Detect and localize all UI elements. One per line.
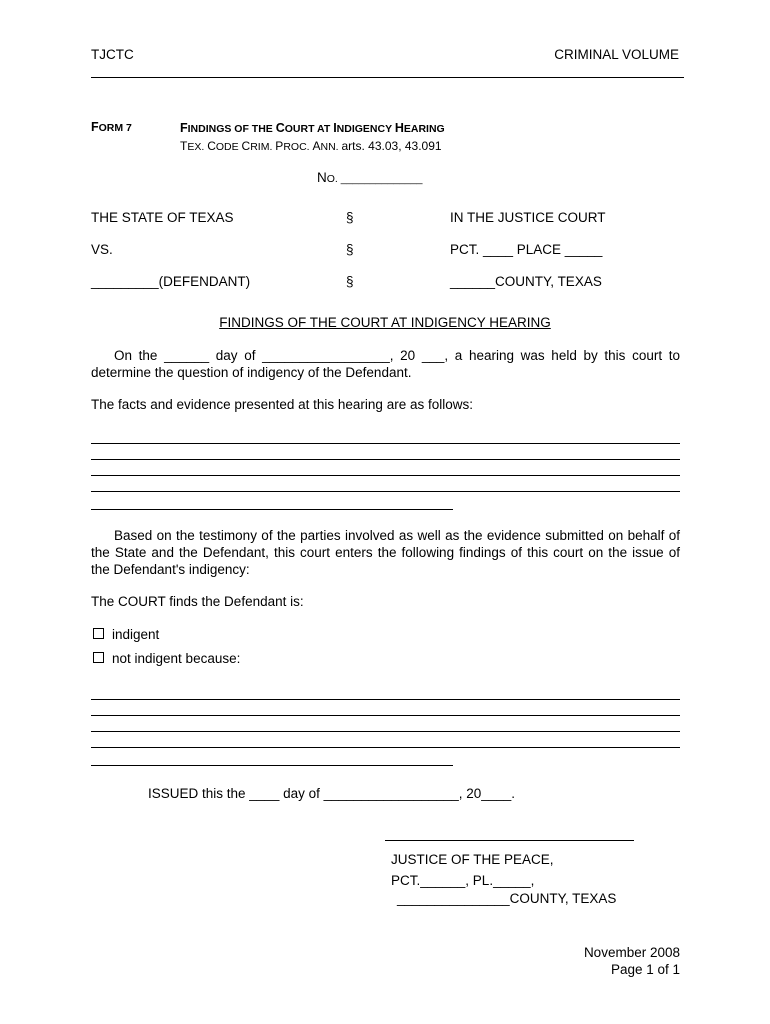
form-title: FINDINGS OF THE COURT AT INDIGENCY HEARING	[180, 121, 445, 135]
reason-line	[91, 699, 680, 700]
option-not-indigent-label: not indigent because:	[112, 651, 241, 666]
checkbox-indigent[interactable]	[93, 628, 104, 639]
facts-line	[91, 491, 680, 492]
option-indigent[interactable]	[93, 627, 159, 642]
checkbox-not-indigent[interactable]	[93, 652, 104, 663]
caption-precinct: PCT. ____ PLACE _____	[450, 242, 603, 257]
facts-line	[91, 443, 680, 444]
reason-line	[91, 765, 453, 766]
caption-court: IN THE JUSTICE COURT	[450, 210, 606, 225]
caption-defendant: _________(DEFENDANT)	[91, 274, 251, 289]
signature-county: _______________COUNTY, TEXAS	[397, 891, 617, 906]
signature-line	[385, 840, 634, 841]
section-symbol: §	[346, 242, 354, 257]
option-not-indigent[interactable]	[93, 651, 240, 666]
caption-county: ______COUNTY, TEXAS	[450, 274, 602, 289]
case-number: NO. ______________	[317, 170, 423, 185]
form-citation: TEX. CODE CRIM. PROC. ANN. arts. 43.03, 43.091	[180, 139, 442, 153]
reason-line	[91, 747, 680, 748]
option-indigent-label: indigent	[112, 627, 160, 642]
issued-line: ISSUED this the ____ day of __________________, 20____.	[148, 786, 516, 801]
signature-precinct: PCT.______, PL._____,	[391, 873, 535, 888]
reason-line	[91, 715, 680, 716]
footer-page: Page 1 of 1	[610, 962, 680, 977]
hearing-paragraph: On the ______ day of _________________, 20 ___, a hearing was held by this court to determine the question of indigency of the Defendant.	[91, 348, 680, 380]
header-left: TJCTC	[91, 47, 134, 62]
header-right: CRIMINAL VOLUME	[554, 47, 679, 62]
header-rule	[91, 77, 684, 78]
facts-line	[91, 459, 680, 460]
signature-title: JUSTICE OF THE PEACE,	[391, 852, 554, 867]
section-symbol: §	[346, 210, 354, 225]
caption-vs: VS.	[91, 242, 113, 257]
document-heading: FINDINGS OF THE COURT AT INDIGENCY HEARING	[219, 315, 551, 330]
reason-line	[91, 731, 680, 732]
section-symbol: §	[346, 274, 354, 289]
facts-line	[91, 509, 453, 510]
form-number: FORM 7	[91, 120, 132, 134]
caption-state: THE STATE OF TEXAS	[91, 210, 234, 225]
court-finds: The COURT finds the Defendant is:	[91, 594, 304, 609]
facts-intro: The facts and evidence presented at this hearing are as follows:	[91, 397, 473, 412]
footer-date: November 2008	[583, 945, 680, 960]
facts-line	[91, 475, 680, 476]
findings-paragraph: Based on the testimony of the parties involved as well as the evidence submitted on behalf of the State and the Defendant, this court enters the following findings of this court on the issue of the Defendant's indigency:	[91, 528, 680, 577]
